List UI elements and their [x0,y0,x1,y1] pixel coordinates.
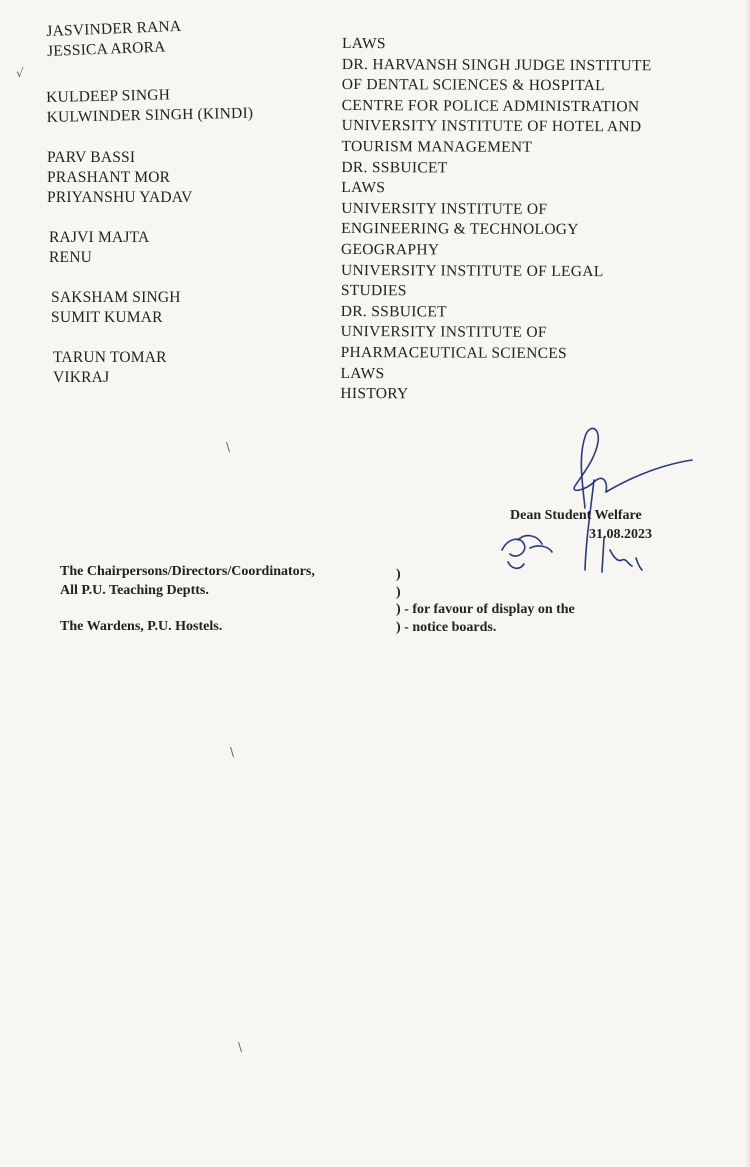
student-name: JASVINDER RANA [46,17,182,40]
department-line: GEOGRAPHY [341,240,440,259]
student-name: RAJVI MAJTA [49,229,150,246]
name-group [46,83,307,128]
scan-speck: \ [226,440,231,454]
department-line: DR. HARVANSH SINGH JUDGE INSTITUTE [341,55,652,74]
name-group [47,148,306,208]
distribution-list [60,562,315,636]
name-group [53,348,306,388]
student-name: PRIYANSHU YADAV [47,189,193,206]
scan-speck: \ [238,1040,243,1054]
student-name: TARUN TOMAR [53,349,167,366]
bracket-line: ) [396,584,401,600]
student-name: PARV BASSI [47,149,136,166]
signatory-title: Dean Student Welfare [510,508,642,523]
department-line: LAWS [341,34,386,53]
department-line: ENGINEERING & TECHNOLOGY [341,220,579,239]
department-line: LAWS [340,364,385,382]
bracket-line: ) [396,567,401,582]
spacer [60,600,315,617]
department-line: OF DENTAL SCIENCES & HOSPITAL [341,76,605,95]
department-line: DR. SSBUICET [340,302,447,321]
name-group [46,12,307,62]
signature-date: 31.08.2023 [589,527,652,542]
student-name: RENU [49,249,92,266]
department-line: STUDIES [340,282,407,300]
name-group [51,288,306,328]
scan-speck: \ [230,745,235,759]
bracket-line: ) - for favour of display on the [396,602,575,618]
department-line: PHARMACEUTICAL SCIENCES [340,343,568,362]
department-line: HISTORY [340,385,409,403]
student-name: VIKRAJ [53,369,110,386]
departments-column [342,34,702,405]
department-line: UNIVERSITY INSTITUTE OF [341,199,548,218]
signature-block [490,420,720,590]
department-line: UNIVERSITY INSTITUTE OF [340,323,547,342]
handwritten-signature [490,420,720,590]
student-name: SAKSHAM SINGH [51,289,181,306]
department-line: UNIVERSITY INSTITUTE OF LEGAL [340,261,604,280]
scan-edge-shadow [744,0,750,1167]
department-line: TOURISM MANAGEMENT [341,137,533,156]
student-name: PRASHANT MOR [47,169,171,186]
department-list [340,34,702,406]
recipient-line: All P.U. Teaching Deptts. [60,583,209,598]
student-name: JESSICA ARORA [46,38,166,60]
department-line: UNIVERSITY INSTITUTE OF HOTEL AND [341,117,642,136]
department-line: DR. SSBUICET [341,158,448,177]
recipient-line: The Chairpersons/Directors/Coordinators, [60,564,315,579]
scan-speck: √ [16,66,24,80]
recipient-line: The Wardens, P.U. Hostels. [60,619,223,634]
student-name: KULDEEP SINGH [46,86,171,106]
student-name: KULWINDER SINGH (KINDI) [46,104,254,126]
department-line: LAWS [341,179,386,197]
department-line: CENTRE FOR POLICE ADMINISTRATION [341,96,640,116]
distribution-note [396,566,575,637]
name-group [49,228,306,268]
student-name: SUMIT KUMAR [51,309,163,326]
student-names-column [46,17,306,408]
bracket-line: ) - notice boards. [396,620,497,636]
